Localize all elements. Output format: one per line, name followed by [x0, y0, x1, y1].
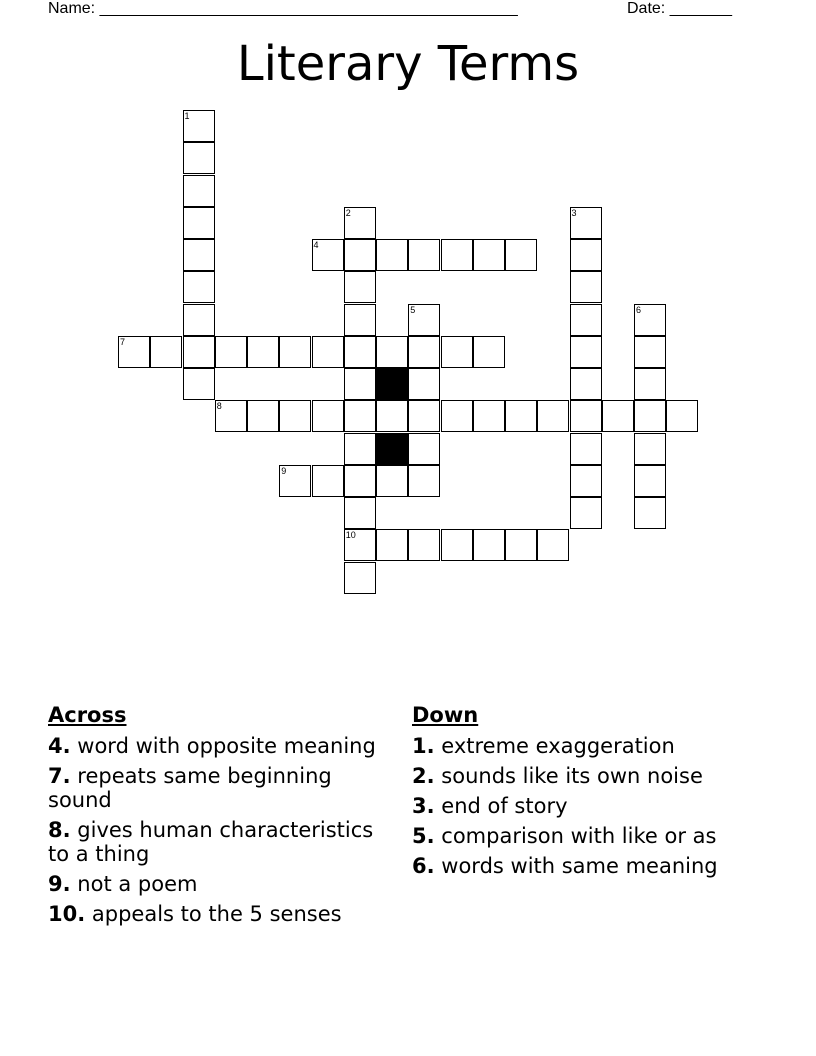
- crossword-cell[interactable]: [312, 400, 344, 432]
- crossword-cell[interactable]: [344, 239, 376, 271]
- page-title: Literary Terms: [236, 36, 580, 92]
- crossword-cell[interactable]: [570, 336, 602, 368]
- clue-text: extreme exaggeration: [441, 734, 675, 758]
- crossword-cell[interactable]: [408, 304, 440, 336]
- clue-text: gives human characteristics to a thing: [48, 818, 374, 866]
- clue-number-label: 4: [313, 240, 319, 250]
- clue-number: 7.: [48, 764, 71, 788]
- crossword-cell[interactable]: [183, 142, 215, 174]
- crossword-cell[interactable]: [505, 529, 537, 561]
- crossword-cell[interactable]: [344, 562, 376, 594]
- crossword-cell[interactable]: [247, 400, 279, 432]
- crossword-cell[interactable]: [408, 433, 440, 465]
- crossword-cell[interactable]: [344, 400, 376, 432]
- crossword-cell[interactable]: [570, 271, 602, 303]
- crossword-cell[interactable]: [634, 497, 666, 529]
- crossword-cell[interactable]: [570, 433, 602, 465]
- crossword-cell[interactable]: [570, 368, 602, 400]
- crossword-block: [376, 433, 408, 465]
- crossword-cell[interactable]: [312, 465, 344, 497]
- clue-number: 5.: [412, 824, 435, 848]
- crossword-cell[interactable]: [408, 400, 440, 432]
- crossword-cell[interactable]: [344, 207, 376, 239]
- crossword-cell[interactable]: [408, 239, 440, 271]
- crossword-cell[interactable]: [183, 304, 215, 336]
- clue-number: 9.: [48, 872, 71, 896]
- clue-number: 1.: [412, 734, 435, 758]
- down-clue: [412, 734, 762, 758]
- crossword-cell[interactable]: [279, 336, 311, 368]
- crossword-cell[interactable]: [570, 497, 602, 529]
- clue-number-label: 10: [345, 530, 356, 541]
- clue-text: comparison with like or as: [441, 824, 717, 848]
- crossword-cell[interactable]: [376, 465, 408, 497]
- clue-number-label: 8: [216, 401, 222, 412]
- across-clue: [48, 764, 383, 812]
- crossword-cell[interactable]: [344, 368, 376, 400]
- crossword-cell[interactable]: [634, 400, 666, 432]
- clue-number-label: 6: [636, 304, 642, 315]
- clue-text: word with opposite meaning: [77, 734, 376, 758]
- crossword-cell[interactable]: [312, 336, 344, 368]
- down-clues: [412, 703, 762, 884]
- crossword-cell[interactable]: [473, 400, 505, 432]
- crossword-cell[interactable]: [150, 336, 182, 368]
- crossword-cell[interactable]: [344, 336, 376, 368]
- down-clue: [412, 854, 762, 878]
- clue-number: 6.: [412, 854, 435, 878]
- clue-number: 10.: [48, 902, 86, 926]
- crossword-cell[interactable]: [376, 239, 408, 271]
- crossword-cell[interactable]: [441, 400, 473, 432]
- crossword-cell[interactable]: [183, 336, 215, 368]
- clue-text: words with same meaning: [441, 854, 718, 878]
- crossword-cell[interactable]: [376, 400, 408, 432]
- crossword-cell[interactable]: [279, 465, 311, 497]
- crossword-cell[interactable]: [118, 336, 150, 368]
- crossword-cell[interactable]: [344, 465, 376, 497]
- crossword-cell[interactable]: [215, 336, 247, 368]
- name-line: Name: _______________________________________________: [48, 0, 518, 17]
- crossword-cell[interactable]: [441, 239, 473, 271]
- crossword-cell[interactable]: [634, 368, 666, 400]
- crossword-cell[interactable]: [344, 304, 376, 336]
- crossword-cell[interactable]: [408, 368, 440, 400]
- down-clue: [412, 794, 762, 818]
- crossword-cell[interactable]: [473, 529, 505, 561]
- clue-number-label: 2: [345, 207, 351, 218]
- clue-text: appeals to the 5 senses: [91, 902, 342, 926]
- across-clue: [48, 902, 383, 926]
- crossword-cell[interactable]: [570, 400, 602, 432]
- crossword-cell[interactable]: [570, 304, 602, 336]
- crossword-cell[interactable]: [408, 336, 440, 368]
- crossword-cell[interactable]: [408, 529, 440, 561]
- crossword-cell[interactable]: [634, 433, 666, 465]
- clue-text: sounds like its own noise: [441, 764, 703, 788]
- clue-text: repeats same beginning sound: [48, 764, 332, 812]
- clue-number-label: 5: [410, 304, 416, 315]
- crossword-cell[interactable]: [279, 400, 311, 432]
- crossword-cell[interactable]: [344, 497, 376, 529]
- clue-text: end of story: [441, 794, 568, 818]
- clue-number-label: 1: [184, 111, 190, 121]
- crossword-cell[interactable]: [505, 400, 537, 432]
- clue-number: 3.: [412, 794, 435, 818]
- crossword-cell[interactable]: [376, 529, 408, 561]
- crossword-cell[interactable]: [183, 110, 215, 142]
- crossword-cell[interactable]: [376, 336, 408, 368]
- crossword-cell[interactable]: [183, 175, 215, 207]
- clue-number: 8.: [48, 818, 71, 842]
- clue-number-label: 9: [281, 465, 287, 476]
- across-clue: [48, 818, 383, 866]
- date-line: Date: _______: [627, 0, 732, 17]
- crossword-cell[interactable]: [505, 239, 537, 271]
- crossword-cell[interactable]: [247, 336, 279, 368]
- crossword-cell[interactable]: [537, 400, 569, 432]
- crossword-cell[interactable]: [183, 239, 215, 271]
- crossword-cell[interactable]: [215, 400, 247, 432]
- across-clue: [48, 734, 383, 758]
- crossword-cell[interactable]: [344, 271, 376, 303]
- crossword-cell[interactable]: [537, 529, 569, 561]
- crossword-cell[interactable]: [441, 529, 473, 561]
- down-heading: Down: [412, 703, 479, 727]
- crossword-cell[interactable]: [602, 400, 634, 432]
- crossword-cell[interactable]: [570, 239, 602, 271]
- crossword-cell[interactable]: [570, 465, 602, 497]
- crossword-cell[interactable]: [344, 433, 376, 465]
- clue-number: 4.: [48, 734, 71, 758]
- crossword-cell[interactable]: [312, 239, 344, 271]
- down-clue: [412, 824, 762, 848]
- clue-number: 2.: [412, 764, 435, 788]
- crossword-cell[interactable]: [408, 465, 440, 497]
- crossword-cell[interactable]: [570, 207, 602, 239]
- crossword-cell[interactable]: [634, 304, 666, 336]
- clue-text: not a poem: [77, 872, 198, 896]
- crossword-cell[interactable]: [634, 465, 666, 497]
- across-clues: [48, 703, 383, 932]
- crossword-cell[interactable]: [344, 529, 376, 561]
- crossword-cell[interactable]: [183, 207, 215, 239]
- crossword-cell[interactable]: [183, 368, 215, 400]
- crossword-cell[interactable]: [441, 336, 473, 368]
- clue-number-label: 7: [120, 336, 126, 347]
- across-heading: Across: [48, 703, 127, 727]
- crossword-cell[interactable]: [634, 336, 666, 368]
- across-clue: [48, 872, 383, 896]
- crossword-cell[interactable]: [473, 336, 505, 368]
- crossword-block: [376, 368, 408, 400]
- crossword-cell[interactable]: [473, 239, 505, 271]
- crossword-cell[interactable]: [183, 271, 215, 303]
- clue-number-label: 3: [571, 207, 577, 218]
- down-clue: [412, 764, 762, 788]
- crossword-cell[interactable]: [666, 400, 698, 432]
